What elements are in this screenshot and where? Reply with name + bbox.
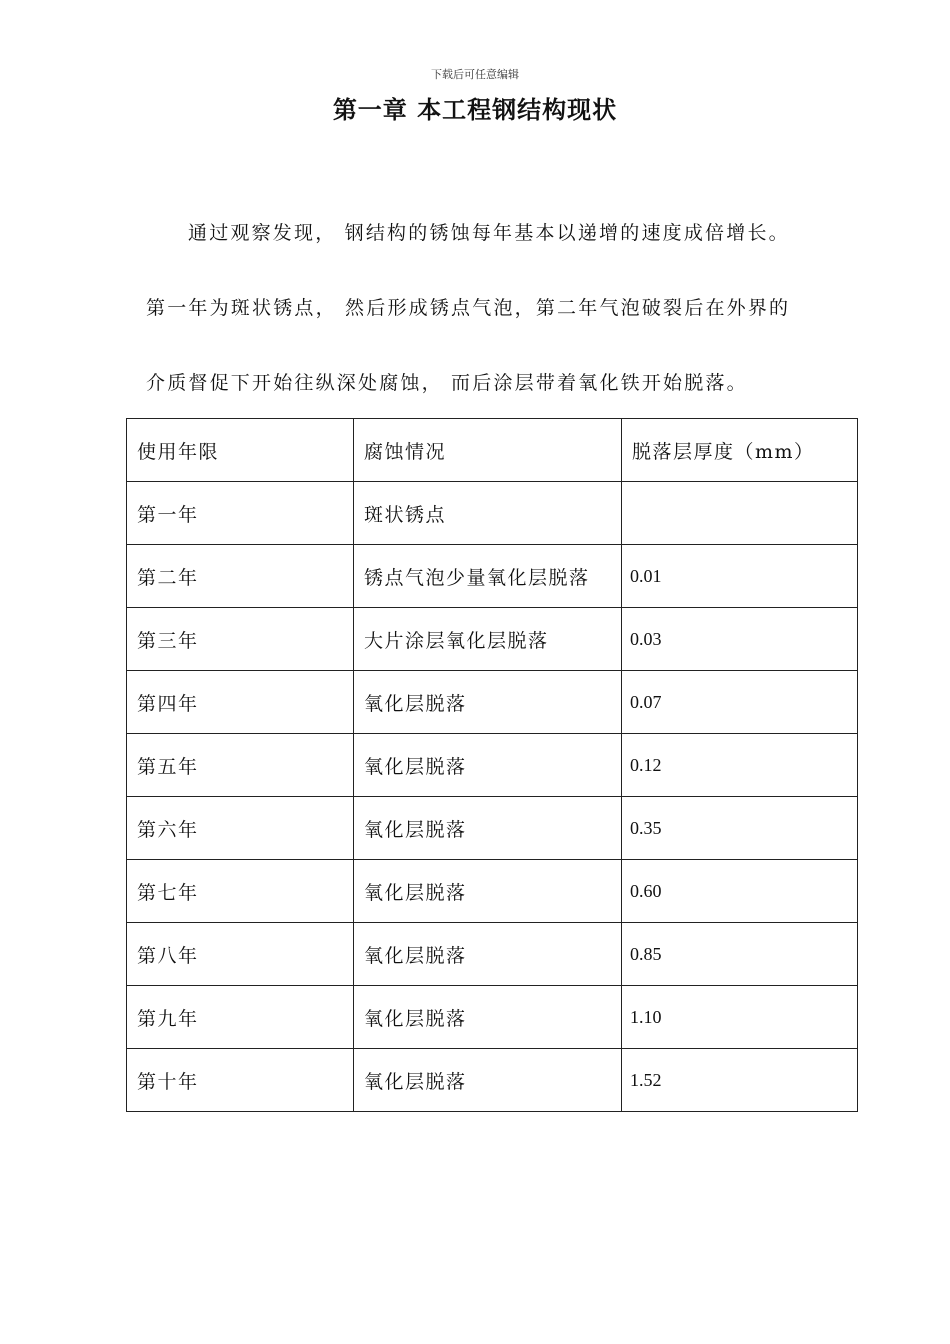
paragraph-line-1: 通过观察发现， 钢结构的锈蚀每年基本以递增的速度成倍增长。 — [188, 222, 790, 244]
cell-thickness: 0.12 — [622, 734, 858, 797]
cell-year: 第二年 — [127, 545, 354, 608]
paragraph-line-2: 第一年为斑状锈点， 然后形成锈点气泡，第二年气泡破裂后在外界的 — [146, 297, 791, 319]
cell-thickness: 0.07 — [622, 671, 858, 734]
cell-year: 第一年 — [127, 482, 354, 545]
cell-thickness: 0.85 — [622, 923, 858, 986]
cell-condition: 氧化层脱落 — [354, 671, 622, 734]
chapter-title: 第一章 本工程钢结构现状 — [332, 96, 618, 124]
cell-year: 第八年 — [127, 923, 354, 986]
cell-thickness: 0.60 — [622, 860, 858, 923]
table-row — [127, 545, 858, 608]
cell-thickness: 0.03 — [622, 608, 858, 671]
cell-thickness: 1.10 — [622, 986, 858, 1049]
cell-condition: 氧化层脱落 — [354, 986, 622, 1049]
cell-condition: 大片涂层氧化层脱落 — [354, 608, 622, 671]
paragraph-line-3: 介质督促下开始往纵深处腐蚀， 而后涂层带着氧化铁开始脱落。 — [146, 372, 748, 394]
table-row — [127, 797, 858, 860]
table-row — [127, 608, 858, 671]
cell-year: 第七年 — [127, 860, 354, 923]
cell-condition: 锈点气泡少量氧化层脱落 — [354, 545, 622, 608]
table-row — [127, 1049, 858, 1112]
cell-condition: 氧化层脱落 — [354, 1049, 622, 1112]
header-peel-thickness: 脱落层厚度（mm） — [622, 419, 858, 482]
cell-year: 第五年 — [127, 734, 354, 797]
cell-condition: 氧化层脱落 — [354, 734, 622, 797]
cell-thickness: 0.35 — [622, 797, 858, 860]
table-row — [127, 986, 858, 1049]
cell-thickness — [622, 482, 858, 545]
table-row — [127, 734, 858, 797]
cell-thickness: 0.01 — [622, 545, 858, 608]
header-usage-years: 使用年限 — [127, 419, 354, 482]
cell-condition: 氧化层脱落 — [354, 797, 622, 860]
cell-year: 第九年 — [127, 986, 354, 1049]
cell-year: 第六年 — [127, 797, 354, 860]
cell-condition: 斑状锈点 — [354, 482, 622, 545]
cell-year: 第四年 — [127, 671, 354, 734]
corrosion-table — [126, 418, 858, 1112]
cell-condition: 氧化层脱落 — [354, 923, 622, 986]
cell-year: 第十年 — [127, 1049, 354, 1112]
cell-condition: 氧化层脱落 — [354, 860, 622, 923]
table-row — [127, 482, 858, 545]
cell-thickness: 1.52 — [622, 1049, 858, 1112]
cell-year: 第三年 — [127, 608, 354, 671]
table-row — [127, 923, 858, 986]
table-row — [127, 860, 858, 923]
table-row — [127, 671, 858, 734]
header-corrosion-condition: 腐蚀情况 — [354, 419, 622, 482]
table-header-row — [127, 419, 858, 482]
header-note: 下载后可任意编辑 — [431, 68, 519, 81]
